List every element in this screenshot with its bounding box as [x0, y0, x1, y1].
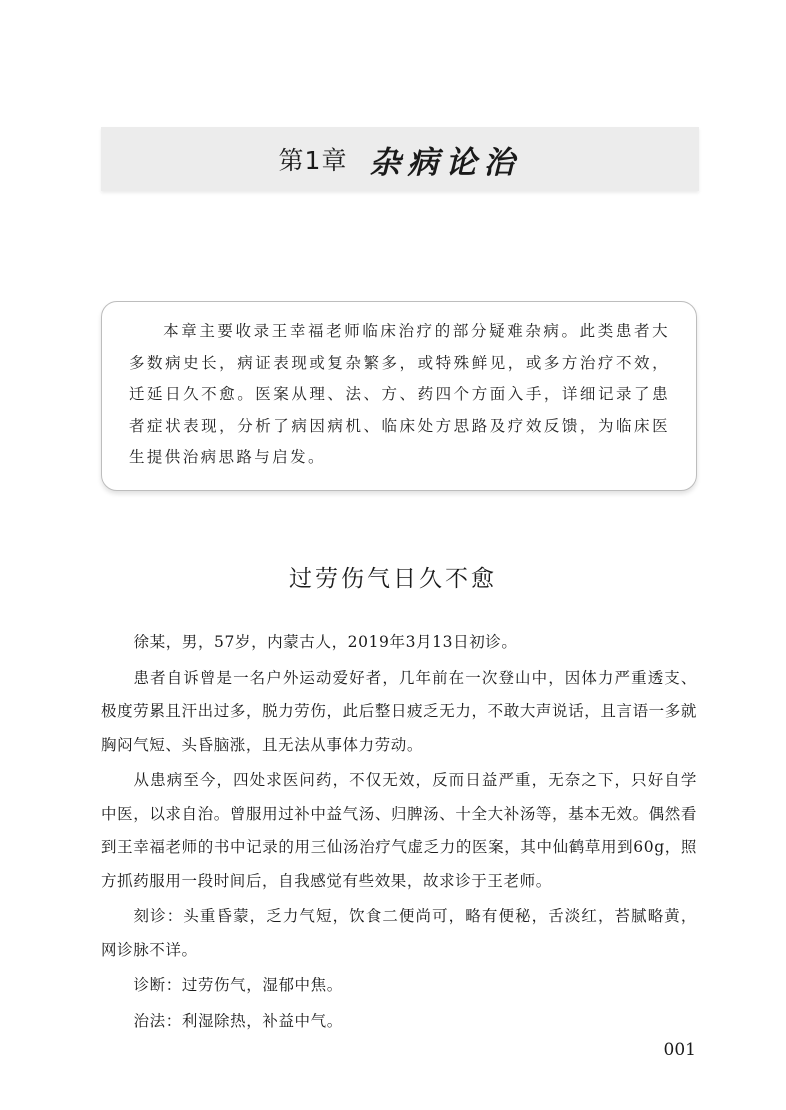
case-paragraph-diagnosis: 诊断：过劳伤气，湿郁中焦。	[133, 976, 343, 994]
case-body	[101, 626, 697, 1040]
page-number: 001	[663, 1040, 696, 1060]
case-paragraph-therapy: 治法：利湿除热，补益中气。	[133, 1011, 343, 1030]
chapter-number: 第1章	[278, 146, 348, 175]
case-paragraph-history: 患者自诉曾是一名户外运动爱好者，几年前在一次登山中，因体力严重透支、极度劳累且汗出过多，脱力劳伤，此后整日疲乏无力，不敢大声说话，且言语一多就胸闷气短、头昏脑涨，且无法从事体力劳动。	[101, 668, 697, 754]
chapter-intro-box	[101, 301, 697, 491]
chapter-intro-text: 本章主要收录王幸福老师临床治疗的部分疑难杂病。此类患者大多数病史长，病证表现或复杂繁多，或特殊鲜见，或多方治疗不效，迁延日久不愈。医案从理、法、方、药四个方面入手，详细记录了患者症状表现，分析了病因病机、临床处方思路及疗效反馈，为临床医生提供治病思路与启发。	[129, 322, 670, 466]
case-paragraph-treatment-history: 从患病至今，四处求医问药，不仅无效，反而日益严重，无奈之下，只好自学中医，以求自治。曾服用过补中益气汤、归脾汤、十全大补汤等，基本无效。偶然看到王幸福老师的书中记录的用三仙汤治疗气虚乏力的医案，其中仙鹤草用到60g，照方抓药服用一段时间后，自我感觉有些效果，故求诊于王老师。	[101, 771, 697, 890]
case-paragraph-examination: 刻诊：头重昏蒙，乏力气短，饮食二便尚可，略有便秘，舌淡红，苔腻略黄，网诊脉不详。	[101, 907, 697, 959]
section-title: 过劳伤气日久不愈	[289, 566, 497, 592]
case-paragraph-patient-info: 徐某，男，57岁，内蒙古人，2019年3月13日初诊。	[133, 633, 518, 651]
chapter-title: 杂病论治	[369, 144, 522, 181]
chapter-header	[101, 127, 699, 191]
